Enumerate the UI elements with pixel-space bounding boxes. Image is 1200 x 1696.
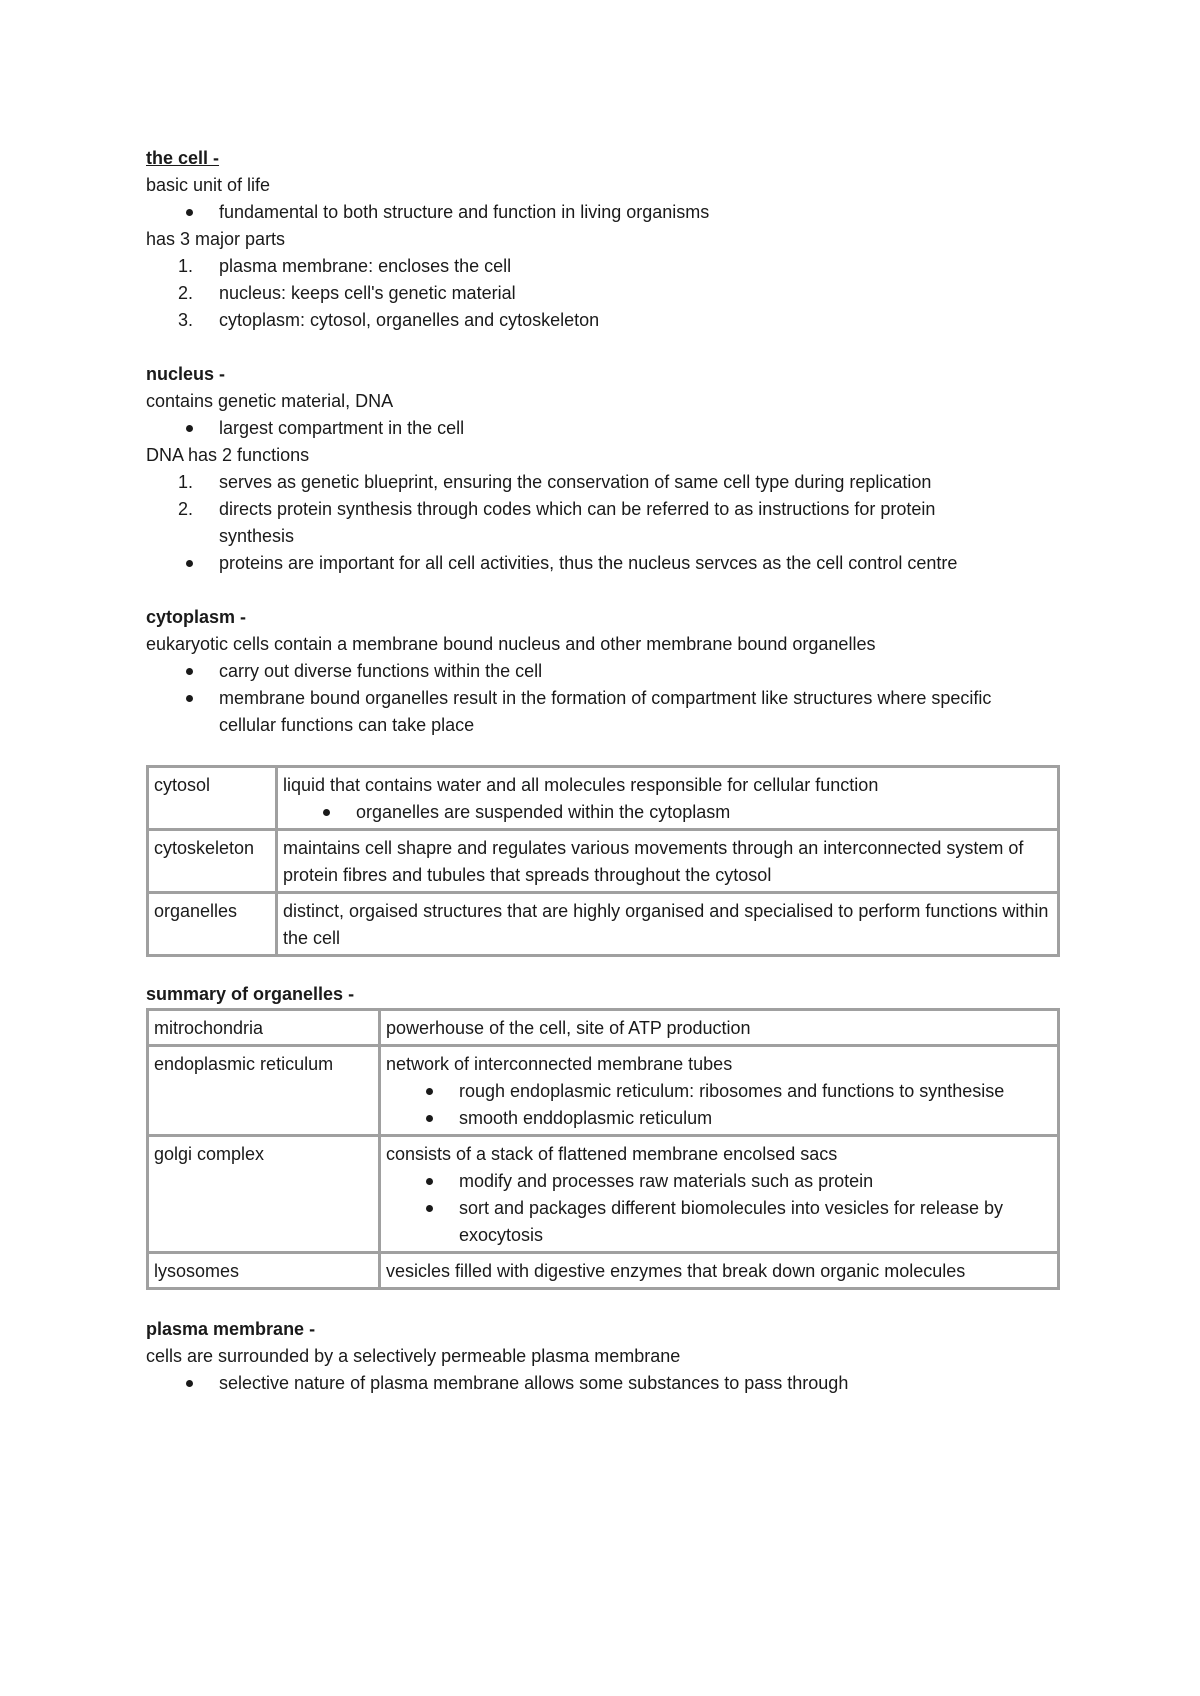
bullet-item: smooth enddoplasmic reticulum: [386, 1105, 1053, 1132]
table-cell-description: powerhouse of the cell, site of ATP production: [380, 1010, 1059, 1046]
bullet-icon: [186, 1380, 193, 1387]
table-row: [148, 1253, 1059, 1289]
table-row: [148, 830, 1059, 893]
bullet-icon: [426, 1115, 433, 1122]
bullet-icon: [186, 425, 193, 432]
table-row: [148, 1136, 1059, 1253]
table-cell-term: cytosol: [148, 767, 277, 830]
bullet-icon: [186, 695, 193, 702]
bullet-icon: [323, 809, 330, 816]
cytoplasm-table: [146, 765, 1060, 957]
bullet-item: modify and processes raw materials such as protein: [386, 1168, 1053, 1195]
bullet-item: membrane bound organelles result in the formation of compartment like structures where specific cellular functions can take place: [146, 685, 1066, 739]
numbered-item: 1. serves as genetic blueprint, ensuring the conservation of same cell type during replication: [178, 472, 932, 492]
numbered-item: 2. directs protein synthesis through codes which can be referred to as instructions for protein synthesis: [178, 499, 936, 546]
bullet-item: carry out diverse functions within the cell: [146, 658, 1066, 685]
table-cell-description: consists of a stack of flattened membrane encolsed sacs modify and processes raw materials such as protein sort and packages different biomolecules into vesicles for release by exocytosis: [380, 1136, 1059, 1253]
numbered-item: 2. nucleus: keeps cell's genetic material: [178, 283, 516, 303]
table-row: [148, 767, 1059, 830]
bullet-icon: [426, 1088, 433, 1095]
bullet-icon: [426, 1178, 433, 1185]
paragraph: eukaryotic cells contain a membrane bound nucleus and other membrane bound organelles: [146, 634, 876, 654]
table-row: [148, 1046, 1059, 1136]
bullet-item: organelles are suspended within the cytoplasm: [283, 799, 1053, 826]
bullet-icon: [186, 209, 193, 216]
paragraph: has 3 major parts: [146, 229, 286, 249]
table-row: [148, 1010, 1059, 1046]
document-body: [146, 145, 1066, 1397]
table-cell-term: lysosomes: [148, 1253, 380, 1289]
table-cell-term: mitrochondria: [148, 1010, 380, 1046]
numbered-item: 1. plasma membrane: encloses the cell: [178, 256, 512, 276]
bullet-item: fundamental to both structure and function in living organisms: [146, 199, 1066, 226]
paragraph: basic unit of life: [146, 175, 271, 195]
paragraph: cells are surrounded by a selectively permeable plasma membrane: [146, 1346, 681, 1366]
numbered-item: 3. cytoplasm: cytosol, organelles and cytoskeleton: [178, 310, 600, 330]
organelles-table: [146, 1008, 1060, 1290]
section-heading-organelles: summary of organelles -: [146, 984, 355, 1004]
table-row: [148, 893, 1059, 956]
bullet-icon: [426, 1205, 433, 1212]
table-cell-term: cytoskeleton: [148, 830, 277, 893]
table-cell-description: maintains cell shapre and regulates various movements through an interconnected system of protein fibres and tubules that spreads throughout the cytosol: [277, 830, 1059, 893]
bullet-icon: [186, 668, 193, 675]
table-cell-term: golgi complex: [148, 1136, 380, 1253]
section-heading-cell: the cell -: [146, 148, 220, 168]
table-cell-description: liquid that contains water and all molecules responsible for cellular function organelles are suspended within the cytoplasm: [277, 767, 1059, 830]
table-cell-description: distinct, orgaised structures that are highly organised and specialised to perform functions within the cell: [277, 893, 1059, 956]
section-heading-cytoplasm: cytoplasm -: [146, 607, 247, 627]
bullet-item: largest compartment in the cell: [146, 415, 1066, 442]
paragraph: DNA has 2 functions: [146, 445, 310, 465]
paragraph: contains genetic material, DNA: [146, 391, 394, 411]
table-cell-description: vesicles filled with digestive enzymes that break down organic molecules: [380, 1253, 1059, 1289]
bullet-item: selective nature of plasma membrane allows some substances to pass through: [146, 1370, 1066, 1397]
table-cell-term: endoplasmic reticulum: [148, 1046, 380, 1136]
bullet-item: proteins are important for all cell activities, thus the nucleus servces as the cell control centre: [146, 550, 1066, 577]
table-cell-term: organelles: [148, 893, 277, 956]
bullet-icon: [186, 560, 193, 567]
bullet-item: rough endoplasmic reticulum: ribosomes and functions to synthesise: [386, 1078, 1053, 1105]
table-cell-description: network of interconnected membrane tubes rough endoplasmic reticulum: ribosomes and functions to synthesise smooth enddoplasmic reticulum: [380, 1046, 1059, 1136]
section-heading-plasma-membrane: plasma membrane -: [146, 1319, 316, 1339]
bullet-item: sort and packages different biomolecules into vesicles for release by exocytosis: [386, 1195, 1053, 1249]
section-heading-nucleus: nucleus -: [146, 364, 226, 384]
